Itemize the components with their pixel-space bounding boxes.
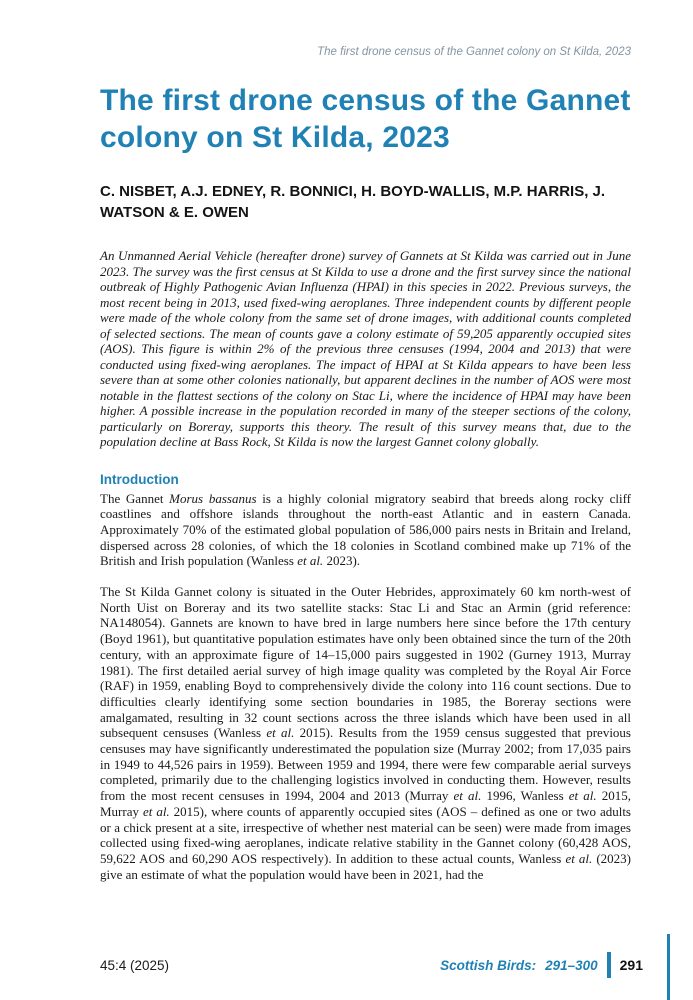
journal-name-label: Scottish Birds: (440, 957, 537, 973)
right-edge-accent-bar (667, 934, 670, 1000)
section-heading-introduction: Introduction (100, 471, 179, 487)
page-footer (100, 952, 643, 978)
introduction-paragraph-2: The St Kilda Gannet colony is situated in the Outer Hebrides, approximately 60 km north-west of North Uist on Boreray and its two satellite stacks: Stac Li and Stac an Armin (grid reference: NA148054). Gannets are known to have bred in large numbers here since before the 17th century (Boyd 1961), but quantitative population estimates have only been obtained since the turn of the 20th century, with an approximate figure of 14–15,000 pairs suggested in 1902 (Gurney 1913, Murray 1981). The first detailed aerial survey of high image quality was completed by the Royal Air Force (RAF) in 1959, enabling Boyd to comprehensively divide the colony into 116 count sections. Due to difficulties clearly identifying some section boundaries in 1985, the Boreray sections were amalgamated, resulting in 32 count sections across the three islands which have been used in all subsequent censuses (Wanless et al. 2015). Results from the 1959 census suggested that previous censuses may have significantly underestimated the population size (Murray 2002; from 17,035 pairs in 1949 to 44,526 pairs in 1959). Between 1959 and 1994, there were few comparable aerial surveys completed, primarily due to the challenging logistics involved in conducting them. However, results from the most recent censuses in 1994, 2004 and 2013 (Murray et al. 1996, Wanless et al. 2015, Murray et al. 2015), where counts of apparently occupied sites (AOS – defined as one or two adults or a chick present at a site, irrespective of whether nest material can be seen) were made from images collected using fixed-wing aeroplanes, indicate relative stability in the Gannet colony (60,428 AOS, 59,622 AOS and 60,290 AOS respectively). In addition to these actual counts, Wanless et al. (2023) give an estimate of what the population would have been in 2021, had the (100, 584, 632, 882)
introduction-paragraph-1: The Gannet Morus bassanus is a highly colonial migratory seabird that breeds along rocky cliff coastlines and offshore islands throughout the north-east Atlantic and in eastern Canada. Approximately 70% of the estimated global population of 586,000 pairs nests in Britain and Ireland, dispersed across 28 colonies, of which the 18 colonies in Scotland combined make up 71% of the British and Irish population (Wanless et al. 2023). (100, 490, 631, 569)
page-number-label: 291 (619, 957, 643, 973)
footer-journal-info (440, 952, 643, 978)
footer-issue-label: 45:4 (2025) (100, 957, 170, 973)
footer-divider-bar (607, 952, 611, 978)
abstract: An Unmanned Aerial Vehicle (hereafter drone) survey of Gannets at St Kilda was carried out in June 2023. The survey was the first census at St Kilda to use a drone and the first survey since the national outbreak of Highly Pathogenic Avian Influenza (HPAI) in this species in 2022. Previous surveys, the most recent being in 2013, used fixed-wing aeroplanes. Three independent counts by different people were made of the whole colony from the same set of drone images, with additional counts completed of selected sections. The mean of counts gave a colony estimate of 59,205 apparently occupied sites (AOS). This figure is within 2% of the previous three censuses (1994, 2004 and 2013) that were conducted using fixed-wing aeroplanes. The impact of HPAI at St Kilda appears to have been less severe than at some other colonies nationally, but apparent declines in the number of AOS were most notable in the flattest sections of the colony on Stac Li, where the incidence of HPAI may have been higher. A possible increase in the population recorded in many of the steeper sections of the colony, particularly on Boreray, supports this theory. The result of this survey means that, due to the population decline at Bass Rock, St Kilda is now the largest Gannet colony globally. (100, 248, 631, 449)
article-title: The first drone census of the Gannet colony on St Kilda, 2023 (100, 84, 631, 154)
page-range-label: 291–300 (545, 957, 598, 973)
page-content (100, 0, 631, 882)
author-list: C. NISBET, A.J. EDNEY, R. BONNICI, H. BOYD-WALLIS, M.P. HARRIS, J. WATSON & E. OWEN (100, 183, 606, 221)
running-header: The first drone census of the Gannet colony on St Kilda, 2023 (317, 46, 631, 58)
